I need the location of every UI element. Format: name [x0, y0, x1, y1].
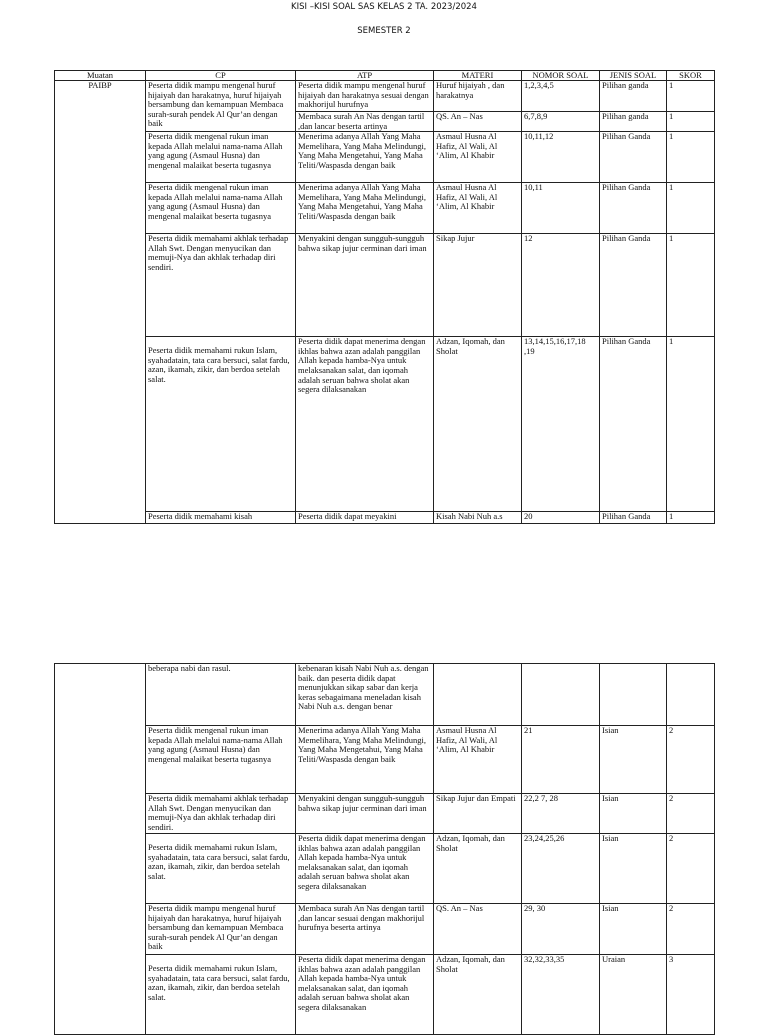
atp-cell: Peserta didik dapat menerima dengan ikhlas bahwa azan adalah panggilan Allah kepada hamba-Nya untuk melaksanakan salat, dan iqomah adalah seruan bahwa sholat akan segera dilaksanakan [296, 834, 434, 904]
jenis-cell: Isian [600, 904, 667, 955]
nomor-cell: 12 [522, 234, 600, 337]
skor-cell: 1 [667, 112, 715, 132]
nomor-cell: 23,24,25,26 [522, 834, 600, 904]
skor-cell: 2 [667, 904, 715, 955]
table-row [55, 955, 715, 1035]
cp-cell: Peserta didik mengenal rukun iman kepada Allah melalui nama-nama Allah yang agung (Asmaul Husna) dan mengenal malaikat beserta tugasnya [146, 726, 296, 794]
kisi-table-page1 [54, 70, 715, 524]
materi-cell: Sikap Jujur dan Empati [434, 794, 522, 834]
table-row [55, 132, 715, 183]
atp-cell: Menyakini dengan sungguh-sungguh bahwa sikap jujur cerminan dari iman [296, 234, 434, 337]
atp-cell: Membaca surah An Nas dengan tartil ,dan lancar sesuai dengan makhorijul hurufnya beserta artinya [296, 904, 434, 955]
jenis-cell: Isian [600, 726, 667, 794]
cp-cell: Peserta didik memahami rukun Islam, syahadatain, tata cara bersuci, salat fardu, azan, ikamah, zikir, dan berdoa setelah salat. [146, 337, 296, 512]
cp-cell: beberapa nabi dan rasul. [146, 664, 296, 726]
skor-cell: 1 [667, 234, 715, 337]
jenis-cell: Isian [600, 794, 667, 834]
jenis-cell: Pilihan ganda [600, 112, 667, 132]
nomor-cell: 6,7,8,9 [522, 112, 600, 132]
materi-cell: Asmaul Husna Al Hafiz, Al Wali, Al ‘Alim, Al Khabir [434, 132, 522, 183]
skor-cell: 3 [667, 955, 715, 1035]
materi-cell: Asmaul Husna Al Hafiz, Al Wali, Al ‘Alim, Al Khabir [434, 183, 522, 234]
table-row [55, 664, 715, 726]
materi-cell: Adzan, Iqomah, dan Sholat [434, 955, 522, 1035]
muatan-cell: PAIBP [55, 81, 146, 524]
materi-cell: Huruf hijaiyah , dan harakatnya [434, 81, 522, 112]
skor-cell: 1 [667, 132, 715, 183]
document-title: KISI –KISI SOAL SAS KELAS 2 TA. 2023/2024 [291, 2, 477, 12]
cp-cell: Peserta didik memahami rukun Islam, syahadatain, tata cara bersuci, salat fardu, azan, ikamah, zikir, dan berdoa setelah salat. [146, 955, 296, 1035]
nomor-cell: 20 [522, 512, 600, 524]
cp-cell: Peserta didik mampu mengenal huruf hijaiyah dan harakatnya, huruf hijaiyah bersambung dan kemampuan Membaca surah-surah pendek Al Qur’an dengan baik [146, 81, 296, 132]
atp-cell: Peserta didik dapat menerima dengan ikhlas bahwa azan adalah panggilan Allah kepada hamba-Nya untuk melaksanakan salat, dan iqomah adalah seruan bahwa sholat akan segera dilaksanakan [296, 955, 434, 1035]
cp-cell: Peserta didik memahami rukun Islam, syahadatain, tata cara bersuci, salat fardu, azan, ikamah, zikir, dan berdoa setelah salat. [146, 834, 296, 904]
materi-cell: Kisah Nabi Nuh a.s [434, 512, 522, 524]
table-header-row [55, 71, 715, 81]
atp-cell: Peserta didik mampu mengenal huruf hijaiyah dan harakatnya sesuai dengan makhorijul hurufnya [296, 81, 434, 112]
header-skor: SKOR [667, 71, 715, 81]
atp-cell: Membaca surah An Nas dengan tartil ,dan lancar beserta artinya [296, 112, 434, 132]
skor-cell [667, 664, 715, 726]
skor-cell: 2 [667, 794, 715, 834]
skor-cell: 1 [667, 337, 715, 512]
header-nomor-soal: NOMOR SOAL [522, 71, 600, 81]
cp-cell: Peserta didik memahami akhlak terhadap Allah Swt. Dengan menyucikan dan memuji-Nya dan akhlak terhadap diri sendiri. [146, 234, 296, 337]
cp-cell: Peserta didik mengenal rukun iman kepada Allah melalui nama-nama Allah yang agung (Asmaul Husna) dan mengenal malaikat beserta tugasnya [146, 183, 296, 234]
table-row [55, 794, 715, 834]
header-muatan: Muatan [55, 71, 146, 81]
materi-cell: QS. An – Nas [434, 904, 522, 955]
atp-cell: Menerima adanya Allah Yang Maha Memelihara, Yang Maha Melindungi, Yang Maha Mengetahui, Yang Maha Teliti/Waspasda dengan baik [296, 132, 434, 183]
header-materi: MATERI [434, 71, 522, 81]
skor-cell: 2 [667, 726, 715, 794]
table-row [55, 183, 715, 234]
skor-cell: 2 [667, 834, 715, 904]
nomor-cell: 22,2 7, 28 [522, 794, 600, 834]
skor-cell: 1 [667, 183, 715, 234]
muatan-cell [55, 664, 146, 1035]
nomor-cell: 1,2,3,4,5 [522, 81, 600, 112]
atp-cell: kebenaran kisah Nabi Nuh a.s. dengan baik. dan peserta didik dapat menunjukkan sikap sabar dan kerja keras sebagaimana meneladan kisah Nabi Nuh a.s. dengan benar [296, 664, 434, 726]
nomor-cell: 10,11,12 [522, 132, 600, 183]
nomor-cell: 13,14,15,16,17,18 ,19 [522, 337, 600, 512]
nomor-cell: 32,32,33,35 [522, 955, 600, 1035]
skor-cell: 1 [667, 512, 715, 524]
materi-cell: QS. An – Nas [434, 112, 522, 132]
table-row [55, 81, 715, 112]
jenis-cell: Pilihan Ganda [600, 183, 667, 234]
nomor-cell: 10,11 [522, 183, 600, 234]
jenis-cell: Pilihan Ganda [600, 337, 667, 512]
jenis-cell: Isian [600, 834, 667, 904]
jenis-cell: Uraian [600, 955, 667, 1035]
materi-cell: Asmaul Husna Al Hafiz, Al Wali, Al ‘Alim, Al Khabir [434, 726, 522, 794]
atp-cell: Menerima adanya Allah Yang Maha Memelihara, Yang Maha Melindungi, Yang Maha Mengetahui, Yang Maha Teliti/Waspasda dengan baik [296, 726, 434, 794]
cp-cell: Peserta didik mampu mengenal huruf hijaiyah dan harakatnya, huruf hijaiyah bersambung dan kemampuan Membaca surah-surah pendek Al Qur’an dengan baik [146, 904, 296, 955]
nomor-cell [522, 664, 600, 726]
header-atp: ATP [296, 71, 434, 81]
materi-cell: Sikap Jujur [434, 234, 522, 337]
table-row [55, 234, 715, 337]
kisi-table-page2 [54, 663, 715, 1035]
atp-cell: Peserta didik dapat menerima dengan ikhlas bahwa azan adalah panggilan Allah kepada hamba-Nya untuk melaksanakan salat, dan iqomah adalah seruan bahwa sholat akan segera dilaksanakan [296, 337, 434, 512]
jenis-cell [600, 664, 667, 726]
nomor-cell: 21 [522, 726, 600, 794]
table-row [55, 726, 715, 794]
materi-cell: Adzan, Iqomah, dan Sholat [434, 337, 522, 512]
header-jenis-soal: JENIS SOAL [600, 71, 667, 81]
document-subtitle: SEMESTER 2 [357, 26, 411, 36]
jenis-cell: Pilihan Ganda [600, 132, 667, 183]
atp-cell: Menyakini dengan sungguh-sungguh bahwa sikap jujur cerminan dari iman [296, 794, 434, 834]
cp-cell: Peserta didik mengenal rukun iman kepada Allah melalui nama-nama Allah yang agung (Asmaul Husna) dan mengenal malaikat beserta tugasnya [146, 132, 296, 183]
cp-cell: Peserta didik memahami akhlak terhadap Allah Swt. Dengan menyucikan dan memuji-Nya dan akhlak terhadap diri sendiri. [146, 794, 296, 834]
jenis-cell: Pilihan Ganda [600, 234, 667, 337]
atp-cell: Peserta didik dapat meyakini [296, 512, 434, 524]
jenis-cell: Pilihan ganda [600, 81, 667, 112]
table-row [55, 834, 715, 904]
jenis-cell: Pilihan Ganda [600, 512, 667, 524]
materi-cell: Adzan, Iqomah, dan Sholat [434, 834, 522, 904]
header-cp: CP [146, 71, 296, 81]
table-row [55, 512, 715, 524]
atp-cell: Menerima adanya Allah Yang Maha Memelihara, Yang Maha Melindungi, Yang Maha Mengetahui, Yang Maha Teliti/Waspasda dengan baik [296, 183, 434, 234]
nomor-cell: 29, 30 [522, 904, 600, 955]
cp-cell: Peserta didik memahami kisah [146, 512, 296, 524]
materi-cell [434, 664, 522, 726]
table-row [55, 904, 715, 955]
skor-cell: 1 [667, 81, 715, 112]
table-row [55, 337, 715, 512]
